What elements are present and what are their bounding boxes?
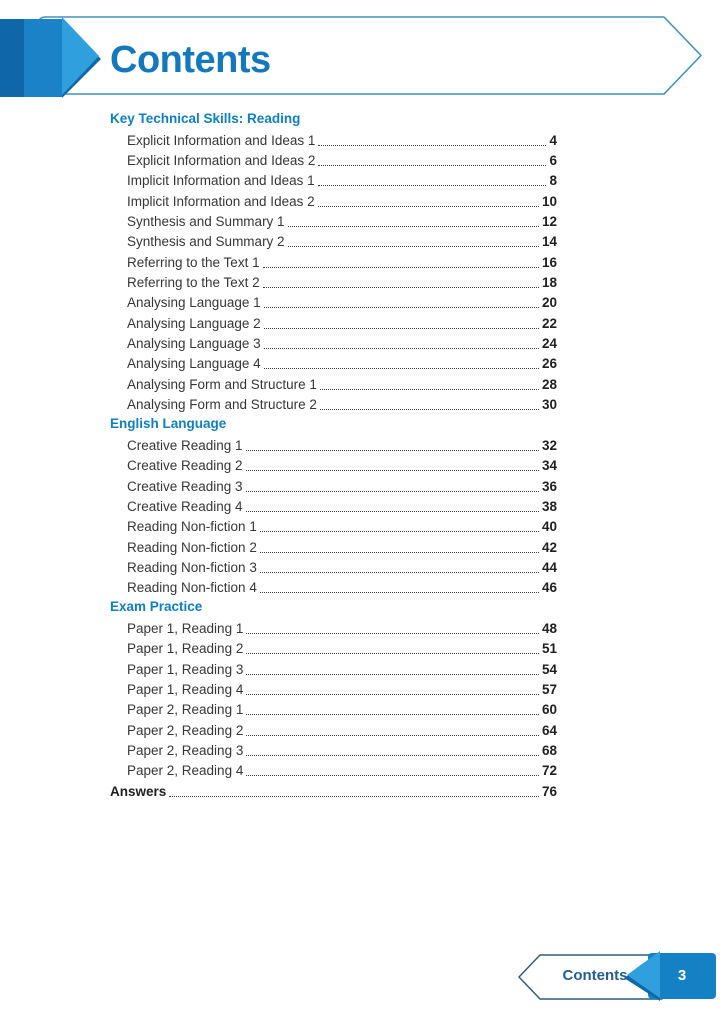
- toc-entry-title: Analysing Form and Structure 1: [127, 376, 317, 392]
- dot-leader: [264, 307, 539, 308]
- toc-entry-row: [110, 170, 557, 190]
- footer-page-number: 3: [677, 967, 687, 984]
- header-ribbon-edge-icon: [0, 19, 24, 97]
- toc-entry-title: Creative Reading 2: [127, 458, 243, 474]
- toc-answers-row: [110, 780, 557, 800]
- toc-entry-row: [110, 475, 557, 495]
- toc-entry-row: [110, 190, 557, 210]
- dot-leader: [246, 470, 539, 471]
- toc-entry-page-number: 76: [541, 783, 557, 799]
- toc-entry-row: [110, 658, 557, 678]
- toc-entry-page-number: 48: [541, 620, 557, 636]
- toc-entry-row: [110, 679, 557, 699]
- toc-entry-row: [110, 516, 557, 536]
- dot-leader: [263, 287, 539, 288]
- dot-leader: [288, 246, 539, 247]
- toc-entry-row: [110, 373, 557, 393]
- toc-entry-page-number: 46: [541, 580, 557, 596]
- toc-entry-page-number: 57: [541, 681, 557, 697]
- toc-entry-page-number: 24: [541, 336, 557, 352]
- toc-entry-row: [110, 536, 557, 556]
- toc-entry-row: [110, 312, 557, 332]
- dot-leader: [318, 165, 546, 166]
- dot-leader: [169, 796, 539, 797]
- toc-entry-row: [110, 272, 557, 292]
- toc-entry-title: Implicit Information and Ideas 1: [127, 173, 315, 189]
- toc-entry-title: Analysing Language 2: [127, 315, 261, 331]
- toc-entry-title: Analysing Form and Structure 2: [127, 397, 317, 413]
- toc-entry-row: [110, 353, 557, 373]
- dot-leader: [264, 328, 539, 329]
- toc-entry-row: [110, 211, 557, 231]
- toc-entry-page-number: 30: [541, 397, 557, 413]
- dot-leader: [260, 552, 539, 553]
- dot-leader: [260, 572, 539, 573]
- header-banner: [0, 0, 720, 105]
- toc-entry-title: Reading Non-fiction 2: [127, 539, 257, 555]
- dot-leader: [320, 389, 539, 390]
- toc-entry-row: [110, 740, 557, 760]
- toc-section-heading: Key Technical Skills: Reading: [110, 111, 301, 126]
- toc-entry-page-number: 54: [541, 661, 557, 677]
- toc-entry-title: Implicit Information and Ideas 2: [127, 193, 315, 209]
- toc-entry-page-number: 8: [549, 173, 557, 189]
- toc-entry-row: [110, 760, 557, 780]
- toc-entry-title: Reading Non-fiction 3: [127, 559, 257, 575]
- toc-entry-title: Creative Reading 4: [127, 498, 243, 514]
- dot-leader: [264, 348, 539, 349]
- toc-entry-page-number: 64: [541, 722, 557, 738]
- toc-entry-title: Paper 2, Reading 4: [127, 763, 244, 779]
- dot-leader: [246, 755, 539, 756]
- toc-entry-title: Explicit Information and Ideas 2: [127, 153, 316, 169]
- dot-leader: [246, 633, 539, 634]
- toc-entry-title: Analysing Language 3: [127, 336, 261, 352]
- toc-entry-page-number: 28: [541, 376, 557, 392]
- toc-entry-title: Paper 1, Reading 2: [127, 641, 244, 657]
- toc-entry-row: [110, 719, 557, 739]
- toc-entry-row: [110, 577, 557, 597]
- dot-leader: [318, 206, 539, 207]
- dot-leader: [320, 409, 539, 410]
- toc-entry-title: Paper 2, Reading 3: [127, 743, 244, 758]
- dot-leader: [246, 775, 539, 776]
- toc-entry-page-number: 40: [541, 519, 557, 535]
- toc-entry-title: Referring to the Text 1: [127, 254, 260, 270]
- toc-entry-row: [110, 699, 557, 719]
- toc-entry-row: [110, 129, 557, 149]
- toc-entry-page-number: 51: [541, 641, 557, 657]
- toc-entry-page-number: 26: [541, 356, 557, 372]
- toc-entry-title: Paper 1, Reading 4: [127, 681, 244, 697]
- toc-entry-row: [110, 496, 557, 516]
- toc-entry-title: Analysing Language 4: [127, 356, 261, 372]
- dot-leader: [318, 145, 546, 146]
- dot-leader: [318, 185, 547, 186]
- toc-entry-row: [110, 150, 557, 170]
- toc-entry-title: Paper 1, Reading 1: [127, 620, 244, 636]
- toc-entry-title: Paper 1, Reading 3: [127, 661, 244, 677]
- toc-entry-title: Reading Non-fiction 4: [127, 580, 257, 596]
- dot-leader: [246, 714, 539, 715]
- toc-entry-title: Creative Reading 3: [127, 478, 243, 494]
- toc-entry-page-number: 10: [541, 193, 557, 209]
- dot-leader: [260, 531, 539, 532]
- toc-entry-page-number: 36: [541, 478, 557, 494]
- dot-leader: [246, 694, 539, 695]
- toc-entry-title: Synthesis and Summary 1: [127, 214, 285, 230]
- toc-entry-page-number: 38: [541, 498, 557, 514]
- toc-entry-page-number: 68: [541, 743, 557, 758]
- toc-entry-page-number: 44: [541, 559, 557, 575]
- toc-entry-page-number: 12: [541, 214, 557, 230]
- dot-leader: [246, 735, 539, 736]
- toc-entry-row: [110, 557, 557, 577]
- toc-entry-title: Paper 2, Reading 2: [127, 722, 244, 738]
- toc-entry-page-number: 6: [549, 153, 557, 169]
- dot-leader: [246, 450, 539, 451]
- toc-entry-page-number: 18: [541, 275, 557, 291]
- toc-entry-title: Paper 2, Reading 1: [127, 702, 244, 718]
- dot-leader: [246, 674, 539, 675]
- toc-entry-row: [110, 231, 557, 251]
- footer-banner: [510, 948, 720, 1006]
- footer-section-label: Contents: [562, 967, 628, 984]
- dot-leader: [260, 592, 539, 593]
- dot-leader: [263, 267, 539, 268]
- toc-section-heading: Exam Practice: [110, 599, 203, 615]
- toc-entry-page-number: 42: [541, 539, 557, 555]
- toc-entry-row: [110, 394, 557, 414]
- toc-entry-page-number: 14: [541, 234, 557, 250]
- toc-entry-title: Answers: [110, 783, 167, 799]
- toc-entry-row: [110, 638, 557, 658]
- toc-entry-page-number: 20: [541, 295, 557, 311]
- toc-entry-page-number: 34: [541, 458, 557, 474]
- toc-section-heading: English Language: [110, 416, 227, 432]
- dot-leader: [288, 226, 539, 227]
- toc-entry-page-number: 16: [541, 254, 557, 270]
- header-banner-shape: [0, 0, 720, 105]
- page-title: Contents: [110, 39, 271, 81]
- dot-leader: [246, 491, 539, 492]
- toc-entry-row: [110, 292, 557, 312]
- dot-leader: [264, 368, 539, 369]
- toc-entry-title: Explicit Information and Ideas 1: [127, 132, 316, 148]
- toc-entry-page-number: 22: [541, 315, 557, 331]
- toc-entry-title: Reading Non-fiction 1: [127, 519, 257, 535]
- toc-entry-title: Creative Reading 1: [127, 437, 243, 453]
- toc-entry-row: [110, 251, 557, 271]
- toc-entry-row: [110, 435, 557, 455]
- toc-entry-title: Referring to the Text 2: [127, 275, 260, 291]
- toc-entry-row: [110, 455, 557, 475]
- toc-entry-row: [110, 333, 557, 353]
- dot-leader: [246, 511, 539, 512]
- toc-entry-row: [110, 618, 557, 638]
- table-of-contents: [110, 109, 557, 801]
- toc-entry-title: Synthesis and Summary 2: [127, 234, 285, 250]
- toc-entry-page-number: 4: [549, 132, 557, 148]
- toc-entry-title: Analysing Language 1: [127, 295, 261, 311]
- toc-entry-page-number: 32: [541, 437, 557, 453]
- toc-entry-page-number: 60: [541, 702, 557, 718]
- toc-entry-page-number: 72: [541, 763, 557, 779]
- dot-leader: [246, 653, 539, 654]
